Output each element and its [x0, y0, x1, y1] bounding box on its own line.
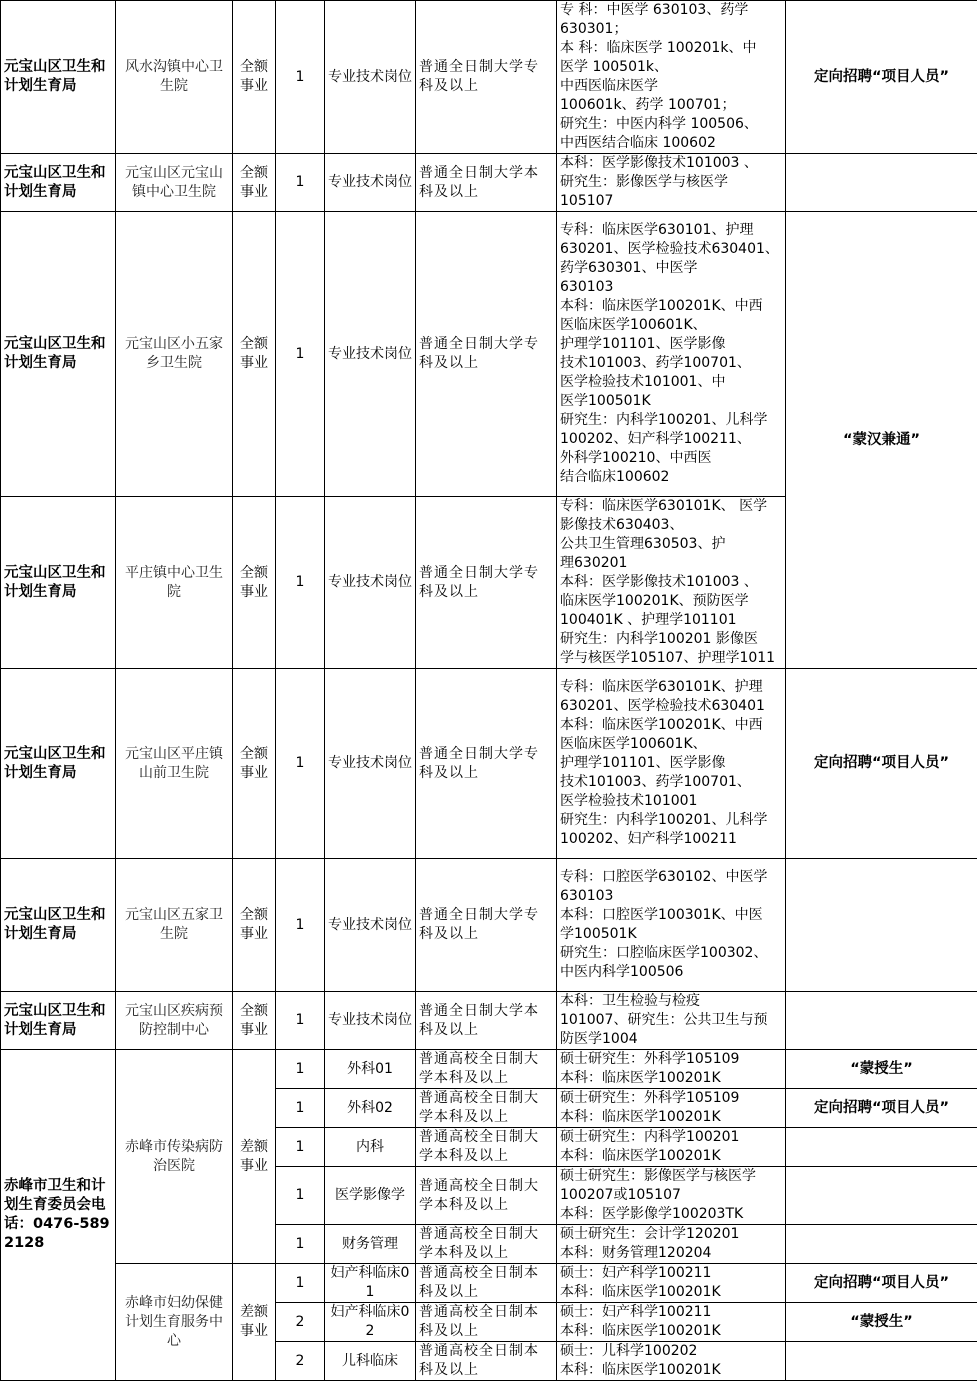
dept-cell: 元宝山区卫生和计划生育局 [1, 859, 116, 992]
major-cell: 本科：卫生检验与检疫 101007、研究生：公共卫生与预 防医学1004 [557, 992, 786, 1050]
education-cell: 普通高校全日制大学本科及以上 [416, 1225, 557, 1264]
remark-cell: “蒙授生” [786, 1050, 977, 1089]
unit-cell: 元宝山区平庄镇山前卫生院 [116, 669, 233, 859]
table-row [1, 212, 977, 497]
post-cell: 专业技术岗位 [325, 1, 416, 154]
remark-cell: 定向招聘“项目人员” [786, 1089, 977, 1128]
remark-cell [786, 1225, 977, 1264]
count-cell: 1 [276, 1089, 325, 1128]
count-cell: 1 [276, 1264, 325, 1303]
count-cell: 1 [276, 1128, 325, 1167]
post-cell: 外科01 [325, 1050, 416, 1089]
remark-cell: 定向招聘“项目人员” [786, 1264, 977, 1303]
remark-cell [786, 154, 977, 212]
major-cell: 硕士研究生：会计学120201 本科：财务管理120204 [557, 1225, 786, 1264]
unit-cell: 元宝山区小五家乡卫生院 [116, 212, 233, 497]
kind-cell: 差额事业 [233, 1050, 276, 1264]
kind-cell: 差额事业 [233, 1264, 276, 1381]
major-cell: 专科：临床医学630101、护理 630201、医学检验技术630401、 药学630301、中医学 630103 本科：临床医学100201K、中西 医临床医学100601K、 护理学101101、医学影像 技术101003、药学100701、 医学检验技术101001、中 医学100501K 研究生：内科学100201、儿科学 100202、妇产科学100211、 外科学100210、中西医 结合临床100602 [557, 212, 786, 497]
education-cell: 普通高校全日制大学本科及以上 [416, 1050, 557, 1089]
education-cell: 普通全日制大学专科及以上 [416, 859, 557, 992]
remark-cell [786, 992, 977, 1050]
count-cell: 1 [276, 154, 325, 212]
post-cell: 妇产科临床02 [325, 1303, 416, 1342]
remark-cell: 定向招聘“项目人员” [786, 669, 977, 859]
count-cell: 2 [276, 1342, 325, 1381]
remark-cell [786, 1167, 977, 1225]
education-cell: 普通全日制大学本科及以上 [416, 154, 557, 212]
major-cell: 专 科：中医学 630103、药学 630301； 本 科：临床医学 100201k、中 医学 100501k、 中西医临床医学 100601k、药学 100701； 研究生：中医内科学 100506、 中西医结合临床 100602 [557, 1, 786, 154]
major-cell: 硕士：儿科学100202 本科：临床医学100201K [557, 1342, 786, 1381]
major-cell: 专科：临床医学630101K、护理 630201、医学检验技术630401 本科：临床医学100201K、中西 医临床医学100601K、 护理学101101、医学影像 技术101003、药学100701、 医学检验技术101001 研究生：内科学100201、儿科学 100202、妇产科学100211 [557, 669, 786, 859]
count-cell: 1 [276, 497, 325, 669]
table-row [1, 1, 977, 154]
table-row [1, 669, 977, 859]
unit-cell: 赤峰市传染病防治医院 [116, 1050, 233, 1264]
count-cell: 1 [276, 1225, 325, 1264]
kind-cell: 全额事业 [233, 992, 276, 1050]
education-cell: 普通全日制大学专科及以上 [416, 212, 557, 497]
table-row [1, 859, 977, 992]
table-row [1, 1264, 977, 1303]
major-cell: 硕士研究生：影像医学与核医学 100207或105107 本科：医学影像学100203TK [557, 1167, 786, 1225]
unit-cell: 元宝山区五家卫生院 [116, 859, 233, 992]
count-cell: 1 [276, 1, 325, 154]
count-cell: 1 [276, 1167, 325, 1225]
post-cell: 专业技术岗位 [325, 154, 416, 212]
kind-cell: 全额事业 [233, 497, 276, 669]
unit-cell: 风水沟镇中心卫生院 [116, 1, 233, 154]
remark-cell [786, 1128, 977, 1167]
post-cell: 专业技术岗位 [325, 992, 416, 1050]
remark-cell: 定向招聘“项目人员” [786, 1, 977, 154]
kind-cell: 全额事业 [233, 212, 276, 497]
education-cell: 普通高校全日制本科及以上 [416, 1342, 557, 1381]
dept-cell: 元宝山区卫生和计划生育局 [1, 669, 116, 859]
unit-cell: 元宝山区疾病预防控制中心 [116, 992, 233, 1050]
major-cell: 专科：口腔医学630102、中医学 630103 本科：口腔医学100301K、中医 学100501K 研究生：口腔临床医学100302、 中医内科学100506 [557, 859, 786, 992]
education-cell: 普通高校全日制大学本科及以上 [416, 1167, 557, 1225]
post-cell: 专业技术岗位 [325, 212, 416, 497]
major-cell: 专科：临床医学630101K、 医学 影像技术630403、 公共卫生管理630503、护 理630201 本科：医学影像技术101003 、 临床医学100201K、预防医学 100401K 、护理学101101 研究生：内科学100201 影像医 学与核医学105107、护理学1011 [557, 497, 786, 669]
education-cell: 普通全日制大学本科及以上 [416, 992, 557, 1050]
kind-cell: 全额事业 [233, 154, 276, 212]
major-cell: 硕士研究生：外科学105109 本科：临床医学100201K [557, 1050, 786, 1089]
major-cell: 硕士：妇产科学100211 本科：临床医学100201K [557, 1303, 786, 1342]
post-cell: 外科02 [325, 1089, 416, 1128]
remark-cell: “蒙汉兼通” [786, 212, 977, 669]
count-cell: 1 [276, 212, 325, 497]
post-cell: 财务管理 [325, 1225, 416, 1264]
count-cell: 1 [276, 859, 325, 992]
unit-cell: 赤峰市妇幼保健计划生育服务中心 [116, 1264, 233, 1381]
post-cell: 儿科临床 [325, 1342, 416, 1381]
dept-cell: 元宝山区卫生和计划生育局 [1, 1, 116, 154]
education-cell: 普通高校全日制大学本科及以上 [416, 1089, 557, 1128]
count-cell: 2 [276, 1303, 325, 1342]
unit-cell: 平庄镇中心卫生院 [116, 497, 233, 669]
remark-cell [786, 1342, 977, 1381]
kind-cell: 全额事业 [233, 859, 276, 992]
kind-cell: 全额事业 [233, 1, 276, 154]
post-cell: 专业技术岗位 [325, 859, 416, 992]
dept-cell: 元宝山区卫生和计划生育局 [1, 154, 116, 212]
education-cell: 普通全日制大学专科及以上 [416, 497, 557, 669]
education-cell: 普通全日制大学专科及以上 [416, 669, 557, 859]
dept-cell: 赤峰市卫生和计划生育委员会电话：0476-5892128 [1, 1050, 116, 1381]
major-cell: 硕士：妇产科学100211 本科：临床医学100201K [557, 1264, 786, 1303]
post-cell: 专业技术岗位 [325, 669, 416, 859]
unit-cell: 元宝山区元宝山镇中心卫生院 [116, 154, 233, 212]
education-cell: 普通高校全日制本科及以上 [416, 1303, 557, 1342]
education-cell: 普通全日制大学专科及以上 [416, 1, 557, 154]
table-row [1, 992, 977, 1050]
post-cell: 医学影像学 [325, 1167, 416, 1225]
education-cell: 普通高校全日制大学本科及以上 [416, 1128, 557, 1167]
major-cell: 本科：医学影像技术101003 、 研究生：影像医学与核医学 105107 [557, 154, 786, 212]
post-cell: 妇产科临床01 [325, 1264, 416, 1303]
education-cell: 普通高校全日制本科及以上 [416, 1264, 557, 1303]
dept-cell: 元宝山区卫生和计划生育局 [1, 992, 116, 1050]
remark-cell: “蒙授生” [786, 1303, 977, 1342]
dept-cell: 元宝山区卫生和计划生育局 [1, 212, 116, 497]
table-row [1, 154, 977, 212]
remark-cell [786, 859, 977, 992]
dept-cell: 元宝山区卫生和计划生育局 [1, 497, 116, 669]
major-cell: 硕士研究生：外科学105109 本科：临床医学100201K [557, 1089, 786, 1128]
major-cell: 硕士研究生：内科学100201 本科：临床医学100201K [557, 1128, 786, 1167]
post-cell: 内科 [325, 1128, 416, 1167]
table-row [1, 1050, 977, 1089]
post-cell: 专业技术岗位 [325, 497, 416, 669]
count-cell: 1 [276, 669, 325, 859]
count-cell: 1 [276, 1050, 325, 1089]
count-cell: 1 [276, 992, 325, 1050]
kind-cell: 全额事业 [233, 669, 276, 859]
